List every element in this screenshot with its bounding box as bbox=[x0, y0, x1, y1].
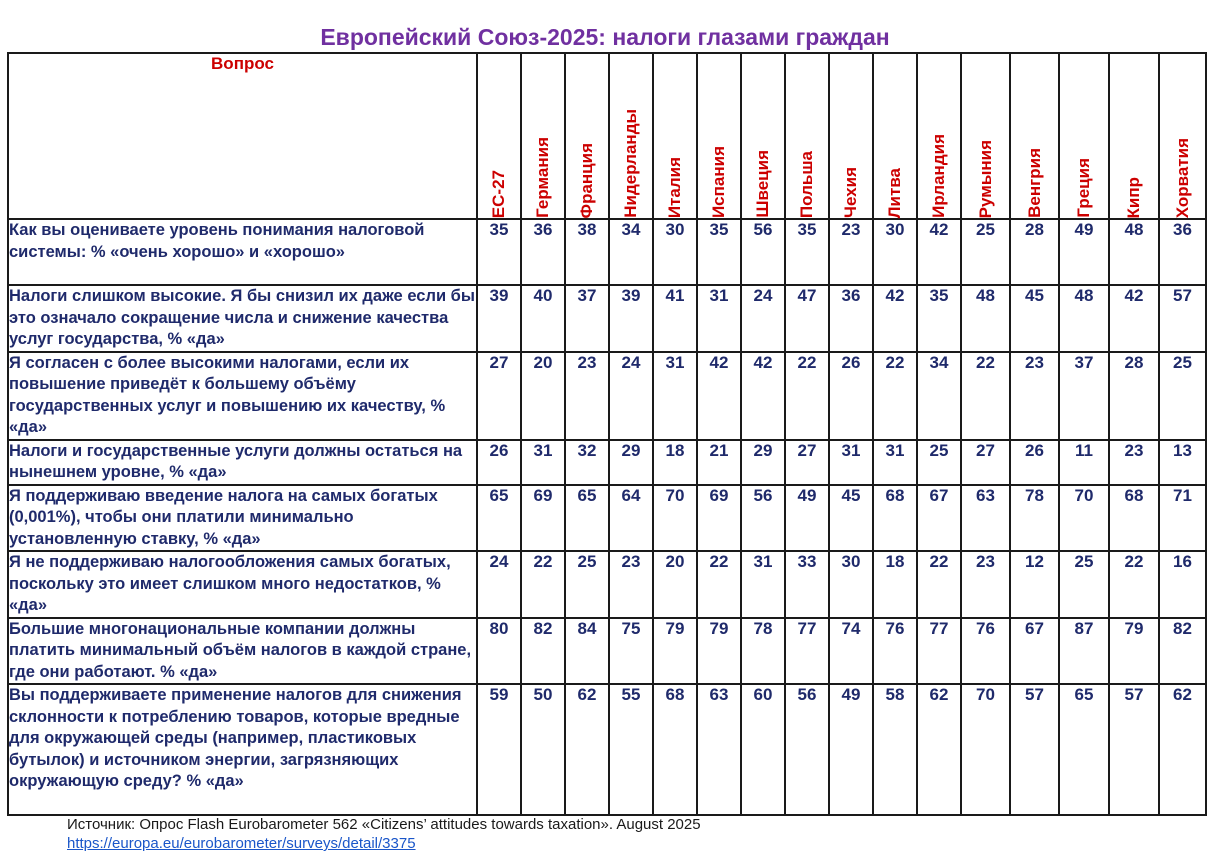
country-header bbox=[609, 53, 653, 219]
table-row bbox=[8, 219, 1206, 285]
country-header bbox=[961, 53, 1010, 219]
page-title: Европейский Союз-2025: налоги глазами граждан bbox=[320, 24, 890, 50]
country-label: Германия bbox=[533, 137, 552, 218]
value-cell: 23 bbox=[1109, 440, 1159, 485]
value-cell: 34 bbox=[609, 219, 653, 285]
country-label: Румыния bbox=[975, 139, 995, 218]
value-cell: 31 bbox=[697, 285, 741, 352]
country-header bbox=[1109, 53, 1159, 219]
value-cell: 40 bbox=[521, 285, 565, 352]
value-cell: 37 bbox=[565, 285, 609, 352]
value-cell: 48 bbox=[961, 285, 1010, 352]
value-cell: 42 bbox=[917, 219, 961, 285]
value-cell: 24 bbox=[477, 551, 521, 618]
country-header bbox=[1159, 53, 1206, 219]
value-cell: 26 bbox=[1010, 440, 1059, 485]
value-cell: 30 bbox=[873, 219, 917, 285]
value-cell: 20 bbox=[653, 551, 697, 618]
value-cell: 78 bbox=[1010, 485, 1059, 552]
value-cell: 58 bbox=[873, 684, 917, 815]
value-cell: 77 bbox=[785, 618, 829, 685]
value-cell: 71 bbox=[1159, 485, 1206, 552]
value-cell: 23 bbox=[961, 551, 1010, 618]
value-cell: 49 bbox=[1059, 219, 1109, 285]
value-cell: 42 bbox=[1109, 285, 1159, 352]
value-cell: 76 bbox=[961, 618, 1010, 685]
country-label: ЕС-27 bbox=[489, 169, 508, 218]
value-cell: 57 bbox=[1010, 684, 1059, 815]
value-cell: 23 bbox=[829, 219, 873, 285]
value-cell: 82 bbox=[1159, 618, 1206, 685]
value-cell: 29 bbox=[609, 440, 653, 485]
value-cell: 78 bbox=[741, 618, 785, 685]
question-cell: Налоги и государственные услуги должны остаться на нынешнем уровне, % «да» bbox=[8, 440, 477, 485]
value-cell: 36 bbox=[829, 285, 873, 352]
value-cell: 62 bbox=[917, 684, 961, 815]
value-cell: 31 bbox=[829, 440, 873, 485]
value-cell: 42 bbox=[873, 285, 917, 352]
value-cell: 70 bbox=[1059, 485, 1109, 552]
value-cell: 25 bbox=[961, 219, 1010, 285]
value-cell: 84 bbox=[565, 618, 609, 685]
value-cell: 79 bbox=[653, 618, 697, 685]
value-cell: 68 bbox=[1109, 485, 1159, 552]
value-cell: 49 bbox=[785, 485, 829, 552]
value-cell: 31 bbox=[741, 551, 785, 618]
table-body bbox=[8, 219, 1206, 815]
country-header bbox=[1059, 53, 1109, 219]
country-label: Испания bbox=[709, 145, 728, 218]
value-cell: 24 bbox=[609, 352, 653, 440]
country-label: Чехия bbox=[841, 167, 860, 218]
value-cell: 33 bbox=[785, 551, 829, 618]
value-cell: 50 bbox=[521, 684, 565, 815]
value-cell: 63 bbox=[961, 485, 1010, 552]
value-cell: 49 bbox=[829, 684, 873, 815]
value-cell: 22 bbox=[785, 352, 829, 440]
value-cell: 79 bbox=[1109, 618, 1159, 685]
value-cell: 35 bbox=[477, 219, 521, 285]
value-cell: 38 bbox=[565, 219, 609, 285]
country-label: Греция bbox=[1074, 158, 1093, 218]
value-cell: 67 bbox=[917, 485, 961, 552]
value-cell: 32 bbox=[565, 440, 609, 485]
value-cell: 87 bbox=[1059, 618, 1109, 685]
country-header bbox=[829, 53, 873, 219]
value-cell: 69 bbox=[697, 485, 741, 552]
value-cell: 22 bbox=[521, 551, 565, 618]
value-cell: 18 bbox=[873, 551, 917, 618]
value-cell: 65 bbox=[565, 485, 609, 552]
value-cell: 45 bbox=[829, 485, 873, 552]
country-label: Швеция bbox=[753, 150, 772, 218]
table-row bbox=[8, 684, 1206, 815]
value-cell: 31 bbox=[873, 440, 917, 485]
value-cell: 42 bbox=[741, 352, 785, 440]
value-cell: 65 bbox=[1059, 684, 1109, 815]
value-cell: 35 bbox=[785, 219, 829, 285]
value-cell: 34 bbox=[917, 352, 961, 440]
value-cell: 25 bbox=[917, 440, 961, 485]
country-label: Венгрия bbox=[1024, 148, 1044, 218]
country-header bbox=[873, 53, 917, 219]
value-cell: 25 bbox=[1059, 551, 1109, 618]
value-cell: 25 bbox=[565, 551, 609, 618]
value-cell: 79 bbox=[697, 618, 741, 685]
table-row bbox=[8, 485, 1206, 552]
table-row bbox=[8, 618, 1206, 685]
source-note: Источник: Опрос Flash Eurobarometer 562 «Citizens’ attitudes towards taxation». August 2025 bbox=[67, 816, 701, 833]
value-cell: 56 bbox=[741, 219, 785, 285]
country-header bbox=[477, 53, 521, 219]
value-cell: 22 bbox=[873, 352, 917, 440]
value-cell: 48 bbox=[1059, 285, 1109, 352]
value-cell: 22 bbox=[697, 551, 741, 618]
value-cell: 68 bbox=[873, 485, 917, 552]
value-cell: 31 bbox=[653, 352, 697, 440]
value-cell: 21 bbox=[697, 440, 741, 485]
value-cell: 67 bbox=[1010, 618, 1059, 685]
table-row bbox=[8, 440, 1206, 485]
country-label: Франция bbox=[577, 142, 596, 218]
value-cell: 36 bbox=[1159, 219, 1206, 285]
value-cell: 62 bbox=[565, 684, 609, 815]
value-cell: 28 bbox=[1109, 352, 1159, 440]
country-header bbox=[917, 53, 961, 219]
value-cell: 57 bbox=[1159, 285, 1206, 352]
value-cell: 25 bbox=[1159, 352, 1206, 440]
country-header bbox=[1010, 53, 1059, 219]
value-cell: 59 bbox=[477, 684, 521, 815]
country-label: Польша bbox=[797, 150, 816, 218]
value-cell: 65 bbox=[477, 485, 521, 552]
country-header bbox=[697, 53, 741, 219]
country-label: Ирландия bbox=[929, 134, 948, 218]
question-cell: Я не поддерживаю налогообложения самых богатых, поскольку это имеет слишком много недостатков, % «да» bbox=[8, 551, 477, 618]
country-label: Литва bbox=[885, 167, 904, 218]
value-cell: 27 bbox=[477, 352, 521, 440]
value-cell: 68 bbox=[653, 684, 697, 815]
value-cell: 27 bbox=[961, 440, 1010, 485]
country-header bbox=[785, 53, 829, 219]
value-cell: 26 bbox=[477, 440, 521, 485]
value-cell: 31 bbox=[521, 440, 565, 485]
value-cell: 18 bbox=[653, 440, 697, 485]
value-cell: 62 bbox=[1159, 684, 1206, 815]
value-cell: 77 bbox=[917, 618, 961, 685]
value-cell: 36 bbox=[521, 219, 565, 285]
value-cell: 70 bbox=[961, 684, 1010, 815]
question-cell: Налоги слишком высокие. Я бы снизил их даже если бы это означало сокращение числа и снижение качества услуг государства, % «да» bbox=[8, 285, 477, 352]
value-cell: 27 bbox=[785, 440, 829, 485]
value-cell: 30 bbox=[653, 219, 697, 285]
value-cell: 30 bbox=[829, 551, 873, 618]
value-cell: 23 bbox=[609, 551, 653, 618]
value-cell: 55 bbox=[609, 684, 653, 815]
question-cell: Вы поддерживаете применение налогов для снижения склонности к потреблению товаров, которые вредные для окружающей среды (например, пластиковых бутылок) и источником энергии, загрязняющих окружающую среду? % «да» bbox=[8, 684, 477, 815]
value-cell: 48 bbox=[1109, 219, 1159, 285]
table-row bbox=[8, 352, 1206, 440]
value-cell: 69 bbox=[521, 485, 565, 552]
value-cell: 11 bbox=[1059, 440, 1109, 485]
value-cell: 70 bbox=[653, 485, 697, 552]
country-header bbox=[653, 53, 697, 219]
source-link[interactable]: https://europa.eu/eurobarometer/surveys/detail/3375 bbox=[67, 835, 416, 852]
value-cell: 39 bbox=[477, 285, 521, 352]
table-row bbox=[8, 285, 1206, 352]
value-cell: 23 bbox=[1010, 352, 1059, 440]
question-cell: Как вы оцениваете уровень понимания налоговой системы: % «очень хорошо» и «хорошо» bbox=[8, 219, 477, 285]
value-cell: 20 bbox=[521, 352, 565, 440]
value-cell: 75 bbox=[609, 618, 653, 685]
value-cell: 60 bbox=[741, 684, 785, 815]
value-cell: 64 bbox=[609, 485, 653, 552]
value-cell: 56 bbox=[741, 485, 785, 552]
country-header bbox=[521, 53, 565, 219]
value-cell: 35 bbox=[697, 219, 741, 285]
value-cell: 23 bbox=[565, 352, 609, 440]
question-column-header: Вопрос bbox=[8, 53, 477, 219]
country-header bbox=[565, 53, 609, 219]
value-cell: 74 bbox=[829, 618, 873, 685]
value-cell: 24 bbox=[741, 285, 785, 352]
value-cell: 45 bbox=[1010, 285, 1059, 352]
value-cell: 22 bbox=[917, 551, 961, 618]
value-cell: 76 bbox=[873, 618, 917, 685]
country-label: Нидерланды bbox=[621, 109, 640, 218]
value-cell: 22 bbox=[961, 352, 1010, 440]
survey-table bbox=[7, 52, 1207, 816]
value-cell: 37 bbox=[1059, 352, 1109, 440]
table-row bbox=[8, 551, 1206, 618]
value-cell: 22 bbox=[1109, 551, 1159, 618]
country-label: Хорватия bbox=[1172, 137, 1192, 218]
value-cell: 80 bbox=[477, 618, 521, 685]
header-row bbox=[8, 53, 1206, 219]
value-cell: 56 bbox=[785, 684, 829, 815]
value-cell: 16 bbox=[1159, 551, 1206, 618]
value-cell: 41 bbox=[653, 285, 697, 352]
value-cell: 39 bbox=[609, 285, 653, 352]
value-cell: 29 bbox=[741, 440, 785, 485]
question-cell: Я поддерживаю введение налога на самых богатых (0,001%), чтобы они платили минимально установленную ставку, % «да» bbox=[8, 485, 477, 552]
country-label: Кипр bbox=[1124, 176, 1143, 218]
value-cell: 82 bbox=[521, 618, 565, 685]
country-label: Италия bbox=[665, 156, 684, 218]
value-cell: 12 bbox=[1010, 551, 1059, 618]
value-cell: 63 bbox=[697, 684, 741, 815]
value-cell: 35 bbox=[917, 285, 961, 352]
value-cell: 26 bbox=[829, 352, 873, 440]
value-cell: 28 bbox=[1010, 219, 1059, 285]
question-cell: Я согласен с более высокими налогами, если их повышение приведёт к большему объёму государственных услуг и повышению их качеству, % «да» bbox=[8, 352, 477, 440]
question-cell: Большие многонациональные компании должны платить минимальный объём налогов в каждой стране, где они работают. % «да» bbox=[8, 618, 477, 685]
value-cell: 13 bbox=[1159, 440, 1206, 485]
value-cell: 57 bbox=[1109, 684, 1159, 815]
value-cell: 47 bbox=[785, 285, 829, 352]
country-header bbox=[741, 53, 785, 219]
value-cell: 42 bbox=[697, 352, 741, 440]
